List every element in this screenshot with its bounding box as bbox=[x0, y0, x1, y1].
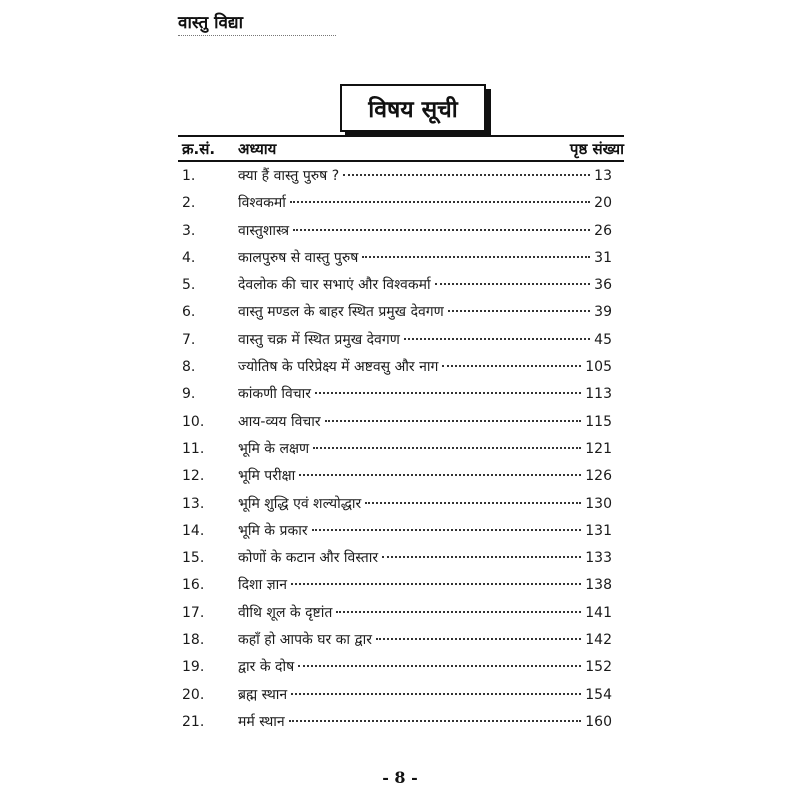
toc-entry-title: देवलोक की चार सभाएं और विश्वकर्मा bbox=[238, 277, 431, 294]
toc-entry-page: 142 bbox=[585, 632, 612, 649]
toc-entry-number: 2. bbox=[182, 195, 196, 212]
toc-entry-title: भूमि शुद्धि एवं शल्योद्धार bbox=[238, 495, 362, 512]
toc-entry-page: 152 bbox=[585, 659, 612, 676]
toc-entry-title: वास्तु मण्डल के बाहर स्थित प्रमुख देवगण bbox=[238, 304, 444, 321]
toc-leader-dots bbox=[362, 256, 590, 258]
toc-entry-number: 12. bbox=[182, 468, 205, 485]
toc-entry-title: ज्योतिष के परिप्रेक्ष्य में अष्टवसु और नाग bbox=[238, 359, 439, 376]
toc-entry-page: 13 bbox=[594, 168, 612, 184]
toc-entry-page: 36 bbox=[594, 277, 612, 294]
toc-entry bbox=[182, 466, 612, 493]
column-header-page: पृष्ठ संख्या bbox=[569, 140, 624, 158]
toc-entry-number: 15. bbox=[182, 550, 205, 567]
toc-leader-dots bbox=[298, 665, 581, 667]
toc-entry-number: 8. bbox=[182, 359, 196, 376]
toc-leader-dots bbox=[435, 283, 591, 285]
toc-entry bbox=[182, 712, 612, 739]
toc-entry-title: दिशा ज्ञान bbox=[238, 577, 288, 594]
toc-entry bbox=[182, 221, 612, 248]
toc-entry-title: कालपुरुष से वास्तु पुरुष bbox=[238, 249, 359, 266]
toc-entry-title: भूमि के लक्षण bbox=[238, 440, 310, 457]
toc-entry-number: 21. bbox=[182, 713, 205, 730]
toc-entry-title: विश्वकर्मा bbox=[238, 195, 286, 212]
toc-leader-dots bbox=[365, 502, 581, 504]
toc-leader-dots bbox=[343, 174, 590, 176]
toc-entry-page: 154 bbox=[585, 686, 612, 703]
toc-entry-number: 3. bbox=[182, 222, 196, 239]
toc-entry-page: 45 bbox=[594, 331, 612, 348]
table-of-contents bbox=[182, 166, 612, 739]
toc-entry bbox=[182, 357, 612, 384]
toc-entry-page: 131 bbox=[585, 522, 612, 539]
toc-entry-page: 20 bbox=[594, 195, 612, 212]
toc-entry-number: 7. bbox=[182, 331, 196, 348]
toc-entry-page: 26 bbox=[594, 222, 612, 239]
toc-entry bbox=[182, 384, 612, 411]
toc-entry bbox=[182, 439, 612, 466]
toc-entry-page: 113 bbox=[585, 386, 612, 403]
page-title: विषय सूची bbox=[340, 84, 486, 132]
toc-entry bbox=[182, 685, 612, 712]
toc-entry-number: 1. bbox=[182, 168, 196, 184]
toc-entry bbox=[182, 302, 612, 329]
toc-entry-title: ब्रह्म स्थान bbox=[238, 686, 288, 703]
toc-leader-dots bbox=[293, 229, 590, 231]
toc-entry-page: 115 bbox=[585, 413, 612, 430]
toc-entry-number: 10. bbox=[182, 413, 205, 430]
toc-entry-title: वास्तुशास्त्र bbox=[238, 222, 290, 239]
header-divider bbox=[178, 35, 336, 36]
toc-entry-title: क्या हैं वास्तु पुरुष ? bbox=[238, 168, 340, 184]
title-frame bbox=[340, 84, 486, 132]
toc-leader-dots bbox=[442, 365, 581, 367]
running-header-title: वास्तु विद्या bbox=[178, 13, 244, 33]
toc-entry-number: 11. bbox=[182, 440, 205, 457]
toc-entry-page: 39 bbox=[594, 304, 612, 321]
toc-leader-dots bbox=[376, 638, 581, 640]
toc-leader-dots bbox=[336, 611, 581, 613]
toc-entry-number: 9. bbox=[182, 386, 196, 403]
toc-entry-number: 6. bbox=[182, 304, 196, 321]
toc-entry bbox=[182, 657, 612, 684]
toc-entry-page: 121 bbox=[585, 440, 612, 457]
toc-entry bbox=[182, 275, 612, 302]
toc-entry bbox=[182, 521, 612, 548]
toc-leader-dots bbox=[448, 310, 590, 312]
toc-entry bbox=[182, 330, 612, 357]
toc-entry bbox=[182, 494, 612, 521]
toc-entry-page: 126 bbox=[585, 468, 612, 485]
toc-entry-page: 133 bbox=[585, 550, 612, 567]
toc-entry-title: वास्तु चक्र में स्थित प्रमुख देवगण bbox=[238, 331, 400, 348]
toc-entry-number: 16. bbox=[182, 577, 205, 594]
toc-entry-title: कोणों के कटान और विस्तार bbox=[238, 550, 379, 567]
table-header-bottom-rule bbox=[178, 160, 624, 162]
toc-entry-title: कहाँ हो आपके घर का द्वार bbox=[238, 632, 372, 649]
toc-leader-dots bbox=[291, 583, 581, 585]
column-header-chapter: अध्याय bbox=[238, 140, 277, 158]
toc-leader-dots bbox=[289, 720, 582, 722]
toc-entry-page: 138 bbox=[585, 577, 612, 594]
column-header-serial: क्र.सं. bbox=[182, 140, 216, 158]
toc-entry-number: 19. bbox=[182, 659, 205, 676]
toc-entry-number: 5. bbox=[182, 277, 196, 294]
toc-entry-title: मर्म स्थान bbox=[238, 713, 285, 730]
toc-leader-dots bbox=[290, 201, 590, 203]
page-number: - 8 - bbox=[382, 768, 418, 787]
toc-entry-number: 20. bbox=[182, 686, 205, 703]
toc-entry-number: 18. bbox=[182, 632, 205, 649]
toc-entry-title: भूमि परीक्षा bbox=[238, 468, 296, 485]
table-header-top-rule bbox=[178, 135, 624, 137]
toc-entry-page: 130 bbox=[585, 495, 612, 512]
toc-entry bbox=[182, 603, 612, 630]
toc-leader-dots bbox=[312, 529, 582, 531]
toc-entry-page: 141 bbox=[585, 604, 612, 621]
toc-entry bbox=[182, 412, 612, 439]
toc-entry bbox=[182, 548, 612, 575]
toc-entry-page: 31 bbox=[594, 249, 612, 266]
toc-leader-dots bbox=[313, 447, 581, 449]
toc-entry-title: आय-व्यय विचार bbox=[238, 413, 321, 430]
toc-entry-title: कांकणी विचार bbox=[238, 386, 311, 403]
toc-leader-dots bbox=[299, 474, 581, 476]
toc-leader-dots bbox=[382, 556, 581, 558]
toc-entry-title: भूमि के प्रकार bbox=[238, 522, 308, 539]
toc-entry-number: 17. bbox=[182, 604, 205, 621]
toc-leader-dots bbox=[315, 392, 581, 394]
toc-entry-title: वीथि शूल के दृष्टांत bbox=[238, 604, 333, 621]
toc-entry-page: 105 bbox=[585, 359, 612, 376]
toc-entry-title: द्वार के दोष bbox=[238, 659, 295, 676]
toc-entry-number: 4. bbox=[182, 249, 196, 266]
toc-entry bbox=[182, 630, 612, 657]
toc-entry-page: 160 bbox=[585, 713, 612, 730]
toc-entry bbox=[182, 193, 612, 220]
toc-entry-number: 14. bbox=[182, 522, 205, 539]
toc-entry bbox=[182, 166, 612, 193]
toc-entry bbox=[182, 248, 612, 275]
toc-entry bbox=[182, 575, 612, 602]
toc-leader-dots bbox=[325, 420, 582, 422]
toc-leader-dots bbox=[404, 338, 590, 340]
toc-entry-number: 13. bbox=[182, 495, 205, 512]
toc-leader-dots bbox=[291, 693, 581, 695]
